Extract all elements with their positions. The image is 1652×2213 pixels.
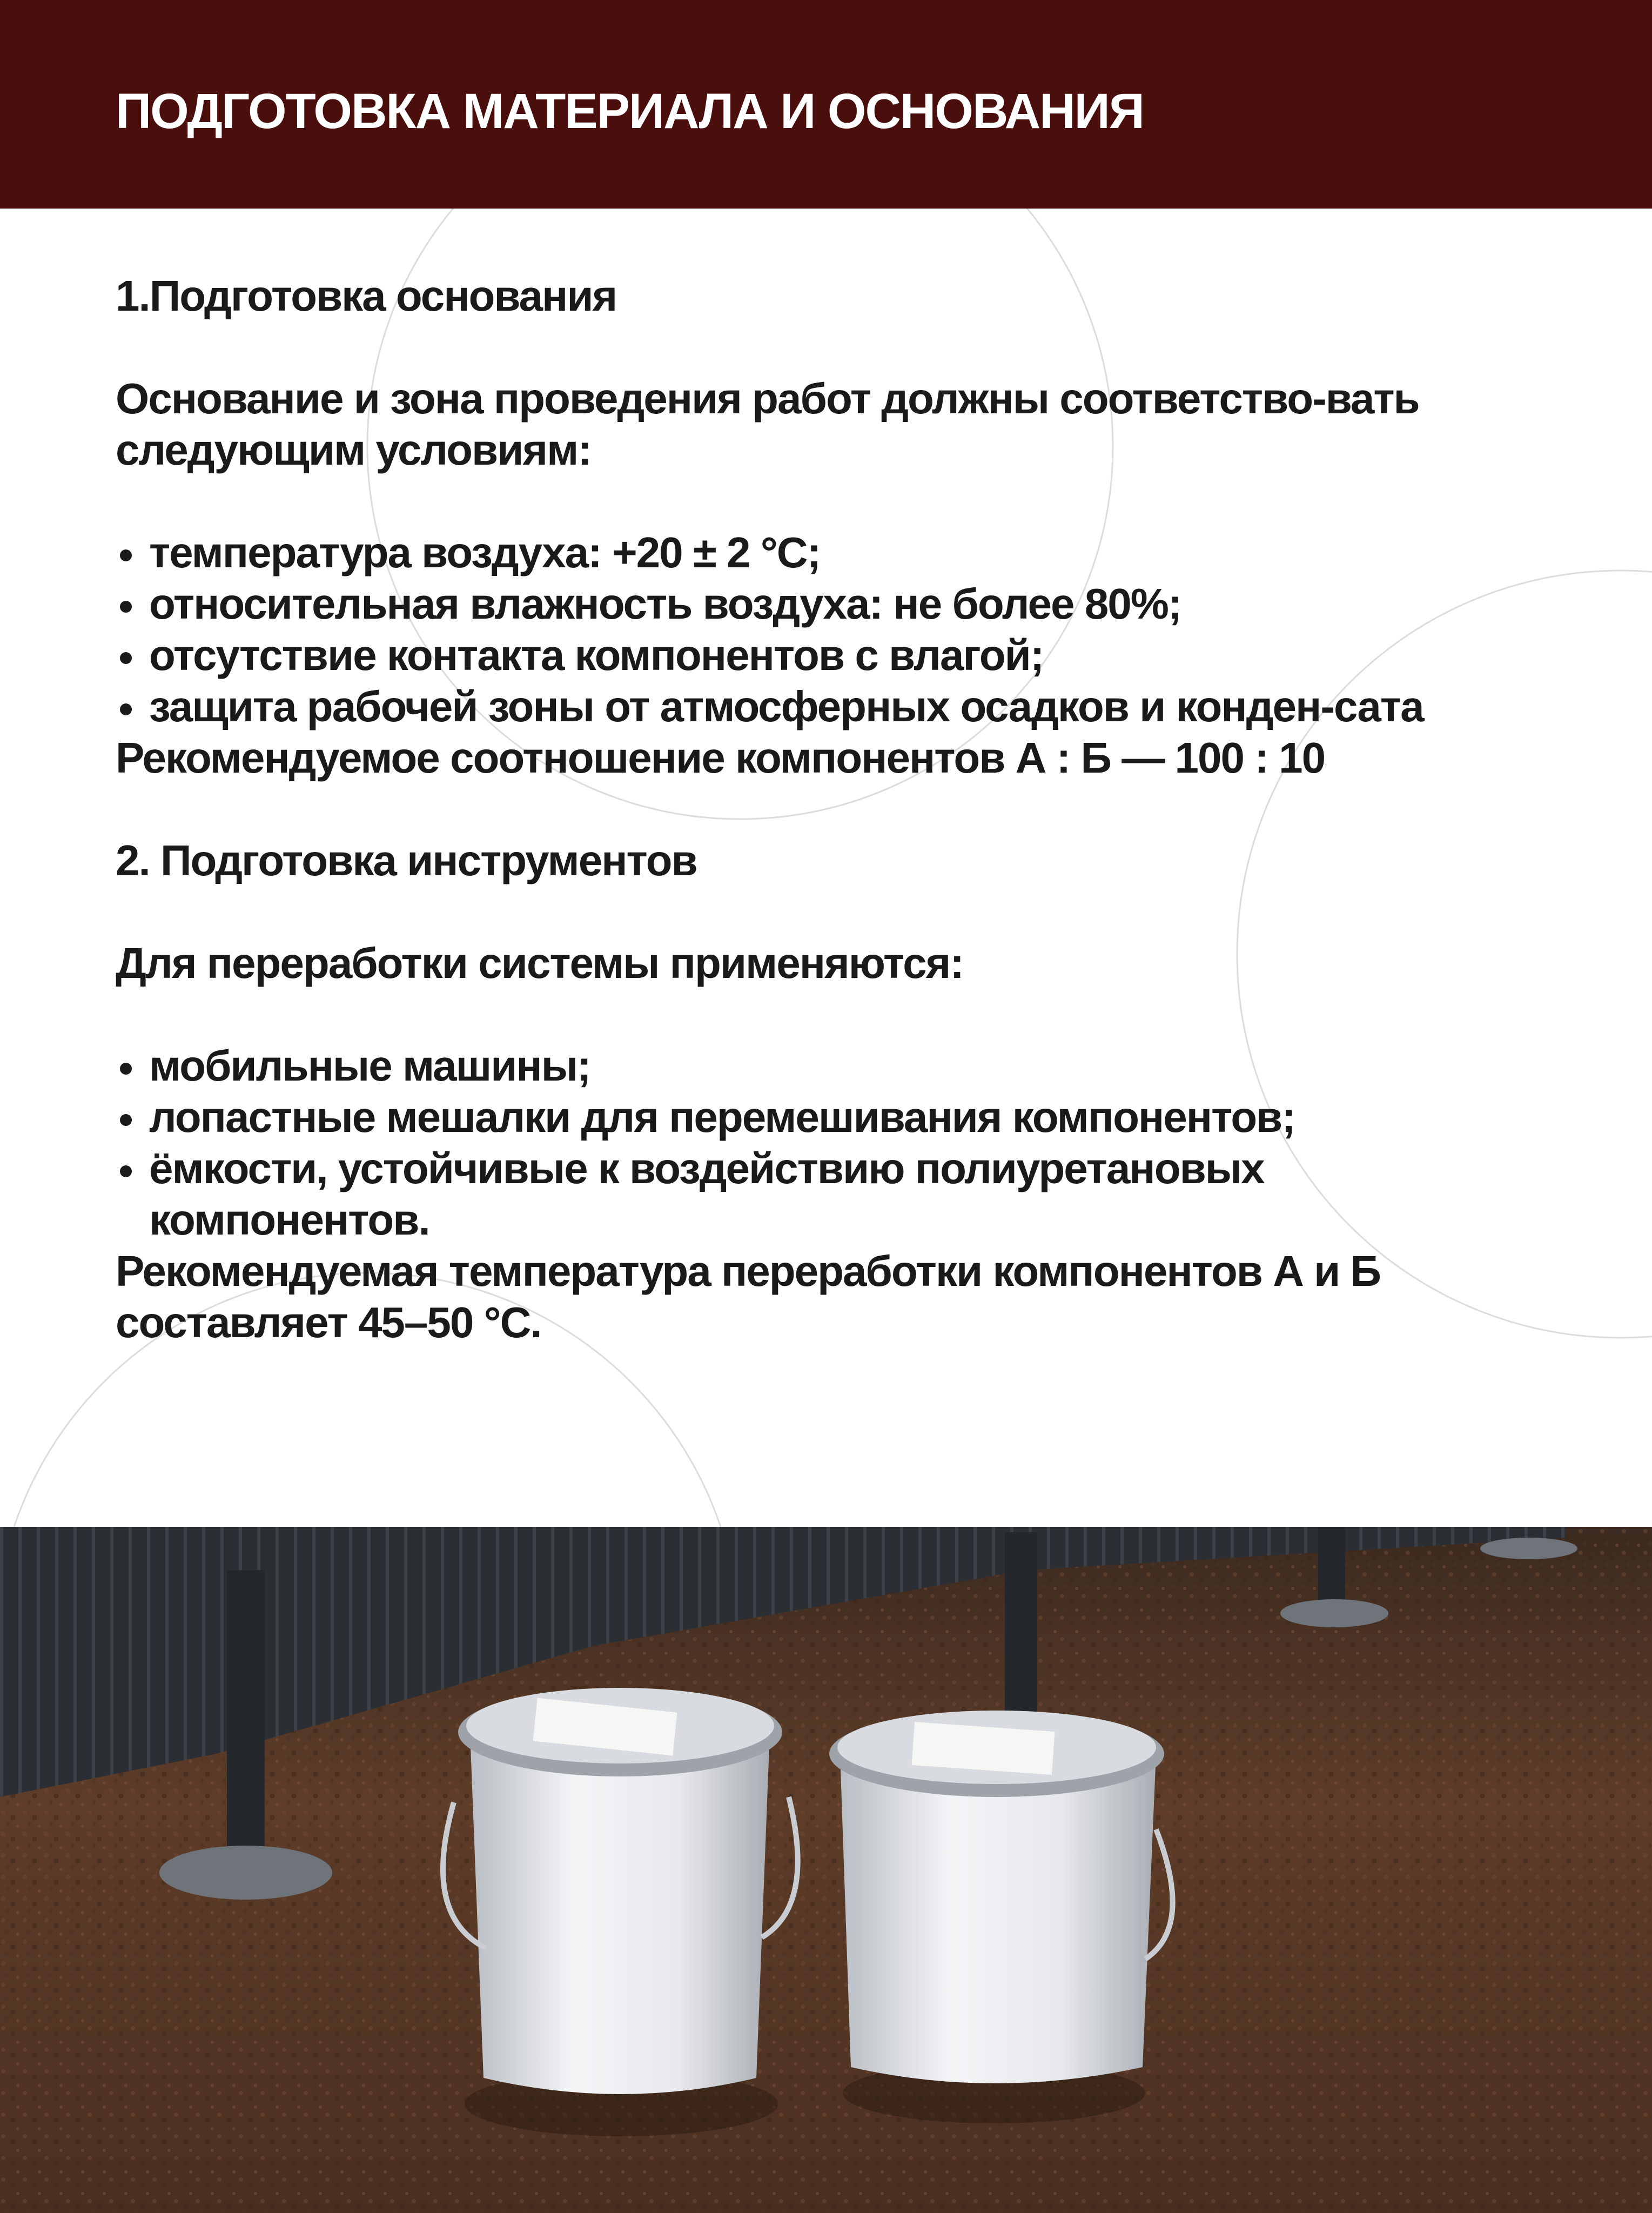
list-item: отсутствие контакта компонентов с влагой;	[116, 629, 1553, 681]
list-item: температура воздуха: +20 ± 2 °С;	[116, 527, 1553, 578]
two-white-buckets-on-soil-icon	[0, 1527, 1652, 2213]
header-banner	[0, 0, 1652, 209]
list-item: защита рабочей зоны от атмосферных осадков и конден-сата	[116, 681, 1553, 732]
list-item: лопастные мешалки для перемешивания компонентов;	[116, 1091, 1553, 1143]
section2-temperature-note: Рекомендуемая температура переработки компонентов А и Б составляет 45–50 °С.	[116, 1247, 1381, 1346]
section2-heading: 2. Подготовка инструментов	[116, 836, 697, 884]
section1-conditions-list	[116, 527, 1553, 732]
section2-intro: Для переработки системы применяются:	[116, 939, 963, 987]
list-item: относительная влажность воздуха: не более 80%;	[116, 578, 1553, 629]
page-title: ПОДГОТОВКА МАТЕРИАЛА И ОСНОВАНИЯ	[116, 84, 1144, 139]
main-content	[116, 270, 1553, 1348]
bucket-left	[443, 1688, 798, 2136]
section1-intro: Основание и зона проведения работ должны соответство-вать следующим условиям:	[116, 374, 1419, 474]
product-photo	[0, 1527, 1652, 2213]
section1-ratio-note: Рекомендуемое соотношение компонентов А : Б — 100 : 10	[116, 734, 1325, 782]
bucket-right	[829, 1711, 1173, 2123]
list-item: мобильные машины;	[116, 1040, 1553, 1091]
section2-tools-list	[116, 1040, 1553, 1245]
section1-heading: 1.Подготовка основания	[116, 272, 617, 320]
list-item: ёмкости, устойчивые к воздействию полиуретановых компонентов.	[116, 1143, 1553, 1245]
